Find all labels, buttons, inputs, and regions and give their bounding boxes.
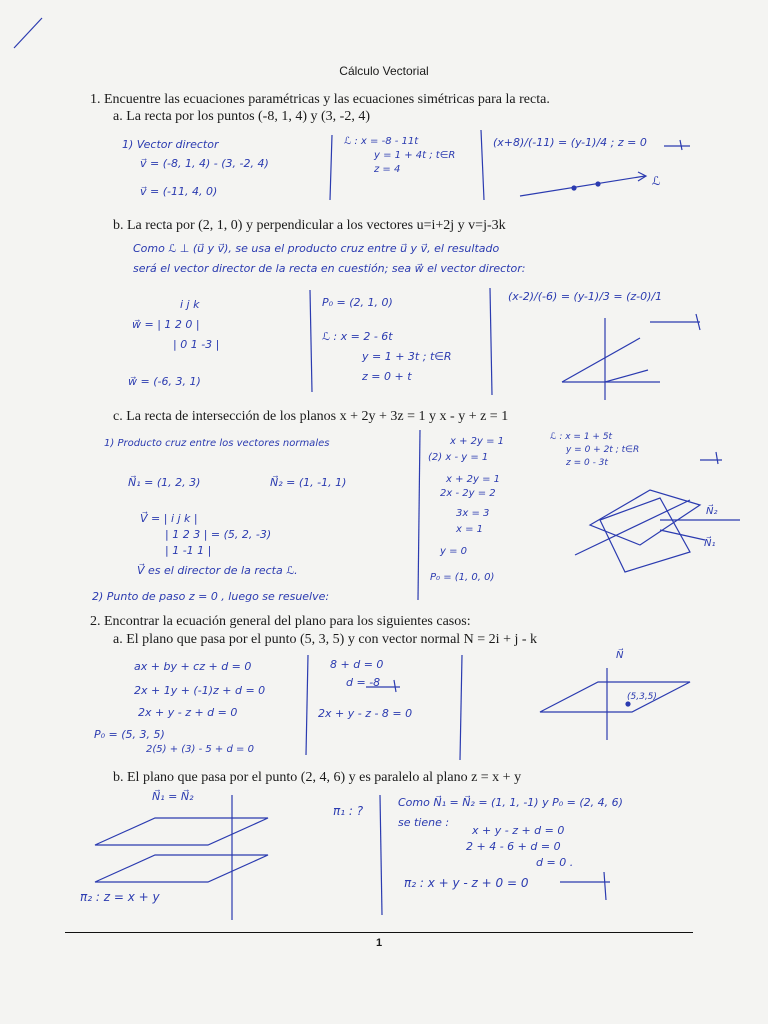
hw-1b-note-1: Como ℒ ⊥ (u⃗ y v⃗), se usa el producto cruz entre u⃗ y v⃗, el resultado [133, 242, 500, 255]
corner-mark [14, 18, 42, 48]
hw-1c-step1: 1) Producto cruz entre los vectores normales [104, 438, 330, 449]
hw-1c-sys-1: x + 2y = 1 [450, 436, 505, 447]
separator-1b [310, 290, 312, 392]
hw-1c-n1-label: N⃗₁ [704, 538, 716, 549]
question-2b: b. El plano que pasa por el punto (2, 4, 6) y es paralelo al plano z = x + y [113, 770, 522, 785]
hw-2a-eval: 2(5) + (3) - 5 + d = 0 [146, 744, 254, 755]
hw-2b-eq1: x + y - z + d = 0 [472, 824, 565, 837]
hw-1a-param-z: z = 4 [374, 164, 401, 175]
hw-1a-line-label: ℒ [652, 174, 661, 188]
end-mark-2a [366, 680, 400, 692]
hw-1c-param-y: y = 0 + 2t ; t∈R [566, 445, 640, 455]
question-2-header: 2. Encontrar la ecuación general del plano para los siguientes casos: [90, 614, 471, 629]
hw-2a-normal-label: N⃗ [616, 650, 624, 661]
hw-1b-param-z: z = 0 + t [362, 370, 412, 383]
hw-1c-sys-2: (2) x - y = 1 [428, 452, 489, 463]
question-1a: a. La recta por los puntos (-8, 1, 4) y (3, -2, 4) [113, 109, 370, 124]
page-title: Cálculo Vectorial [339, 64, 429, 78]
hw-2a-simplified: 2x + y - z + d = 0 [138, 706, 238, 719]
point-1a-b [596, 182, 600, 186]
hw-2a-d-val: d = -8 [346, 676, 381, 689]
question-1-header: 1. Encuentre las ecuaciones paramétricas y las ecuaciones simétricas para la recta. [90, 92, 550, 107]
hw-2b-se-tiene: se tiene : [398, 816, 450, 829]
hw-1c-point: P₀ = (1, 0, 0) [430, 572, 495, 583]
hw-1a-step: 1) Vector director [122, 138, 219, 151]
hw-1c-sys-7: y = 0 [440, 546, 468, 557]
separator-1c [418, 430, 420, 600]
end-mark-1b [650, 314, 700, 330]
hw-1c-matrix-row1: | 1 2 3 | = (5, 2, -3) [165, 528, 272, 541]
hw-1a-result: v⃗ = (-11, 4, 0) [140, 185, 218, 198]
hw-1b-matrix-row1: w⃗ = | 1 2 0 | [132, 318, 200, 331]
hw-1c-sys-5: 3x = 3 [456, 508, 490, 519]
hw-1b-matrix-row2: | 0 1 -3 | [173, 338, 220, 351]
plane-sketch-2a [540, 682, 690, 712]
hw-1b-matrix-head: i j k [180, 298, 200, 311]
hw-1c-matrix-row2: | 1 -1 1 | [165, 544, 212, 557]
hw-2b-pi1: π₁ : ? [333, 804, 364, 818]
hw-1a-vector: v⃗ = (-8, 1, 4) - (3, -2, 4) [140, 157, 269, 170]
hw-1c-param-z: z = 0 - 3t [566, 458, 608, 468]
hw-1c-step2: 2) Punto de paso z = 0 , luego se resuelve: [92, 590, 330, 603]
hw-1a-symmetric: (x+8)/(-11) = (y-1)/4 ; z = 0 [493, 136, 647, 149]
question-1b: b. La recta por (2, 1, 0) y perpendicular a los vectores u=i+2j y v=j-3k [113, 218, 506, 233]
footer-rule [65, 932, 693, 933]
page-number: 1 [376, 937, 383, 949]
end-mark-2b [560, 872, 610, 900]
separator-2b [380, 795, 382, 915]
hw-1a-param-x: ℒ : x = -8 - 11t [344, 136, 419, 147]
separator-1a-b [481, 130, 484, 200]
end-mark-1c [700, 452, 722, 464]
hw-1c-director-note: V⃗ es el director de la recta ℒ. [137, 564, 298, 577]
hw-1b-param-y: y = 1 + 3t ; t∈R [362, 350, 452, 363]
plane-sketch-2b-bottom [95, 855, 268, 882]
hw-1c-sys-6: x = 1 [456, 524, 484, 535]
hw-2a-point-label: (5,3,5) [627, 692, 657, 702]
hw-2b-note: Como N⃗₁ = N⃗₂ = (1, 1, -1) y P₀ = (2, 4, 6) [398, 796, 623, 809]
hw-1a-param-y: y = 1 + 4t ; t∈R [374, 150, 456, 161]
separator-2a-b [460, 655, 462, 760]
hw-2b-result: π₂ : x + y - z + 0 = 0 [404, 876, 529, 890]
separator-1a [330, 135, 332, 200]
point-1a [572, 186, 576, 190]
question-1c: c. La recta de intersección de los planos x + 2y + 3z = 1 y x - y + z = 1 [113, 409, 509, 424]
hw-1b-point: P₀ = (2, 1, 0) [322, 296, 393, 309]
hw-1b-symmetric: (x-2)/(-6) = (y-1)/3 = (z-0)/1 [508, 290, 663, 303]
hw-2b-eq3: d = 0 . [536, 856, 574, 869]
hw-1c-sys-4: 2x - 2y = 2 [440, 488, 496, 499]
hw-2a-point: P₀ = (5, 3, 5) [94, 728, 165, 741]
point-2a [626, 702, 630, 706]
hw-1c-param-x: ℒ : x = 1 + 5t [550, 432, 613, 442]
hw-1c-sys-3: x + 2y = 1 [446, 474, 501, 485]
hw-1b-param-x: ℒ : x = 2 - 6t [322, 330, 393, 343]
separator-1b-b [490, 288, 492, 395]
line-sketch-1a [520, 176, 645, 196]
hw-2a-general: ax + by + cz + d = 0 [134, 660, 252, 673]
hw-1c-normal1: N⃗₁ = (1, 2, 3) [128, 476, 201, 489]
separator-2a [306, 655, 308, 755]
hw-1c-normal2: N⃗₂ = (1, -1, 1) [270, 476, 347, 489]
hw-2a-substituted: 2x + 1y + (-1)z + d = 0 [134, 684, 266, 697]
hw-2a-d-eq: 8 + d = 0 [330, 658, 384, 671]
hw-1c-matrix-row0: V⃗ = | i j k | [140, 512, 198, 525]
hw-2a-result: 2x + y - z - 8 = 0 [318, 707, 413, 720]
hw-2b-normals: N⃗₁ = N⃗₂ [152, 790, 194, 803]
end-mark-1a [664, 140, 690, 150]
hw-1b-note-2: será el vector director de la recta en cuestión; sea w⃗ el vector director: [133, 262, 526, 275]
plane-sketch-2b-top [95, 818, 268, 845]
axis-sketch-1b-u [605, 370, 648, 382]
hw-1c-n2-label: N⃗₂ [706, 506, 718, 517]
hw-1b-result: w⃗ = (-6, 3, 1) [128, 375, 201, 388]
hw-2b-eq2: 2 + 4 - 6 + d = 0 [466, 840, 561, 853]
hw-2b-pi2-given: π₂ : z = x + y [80, 890, 160, 904]
question-2a: a. El plano que pasa por el punto (5, 3, 5) y con vector normal N = 2i + j - k [113, 632, 538, 647]
